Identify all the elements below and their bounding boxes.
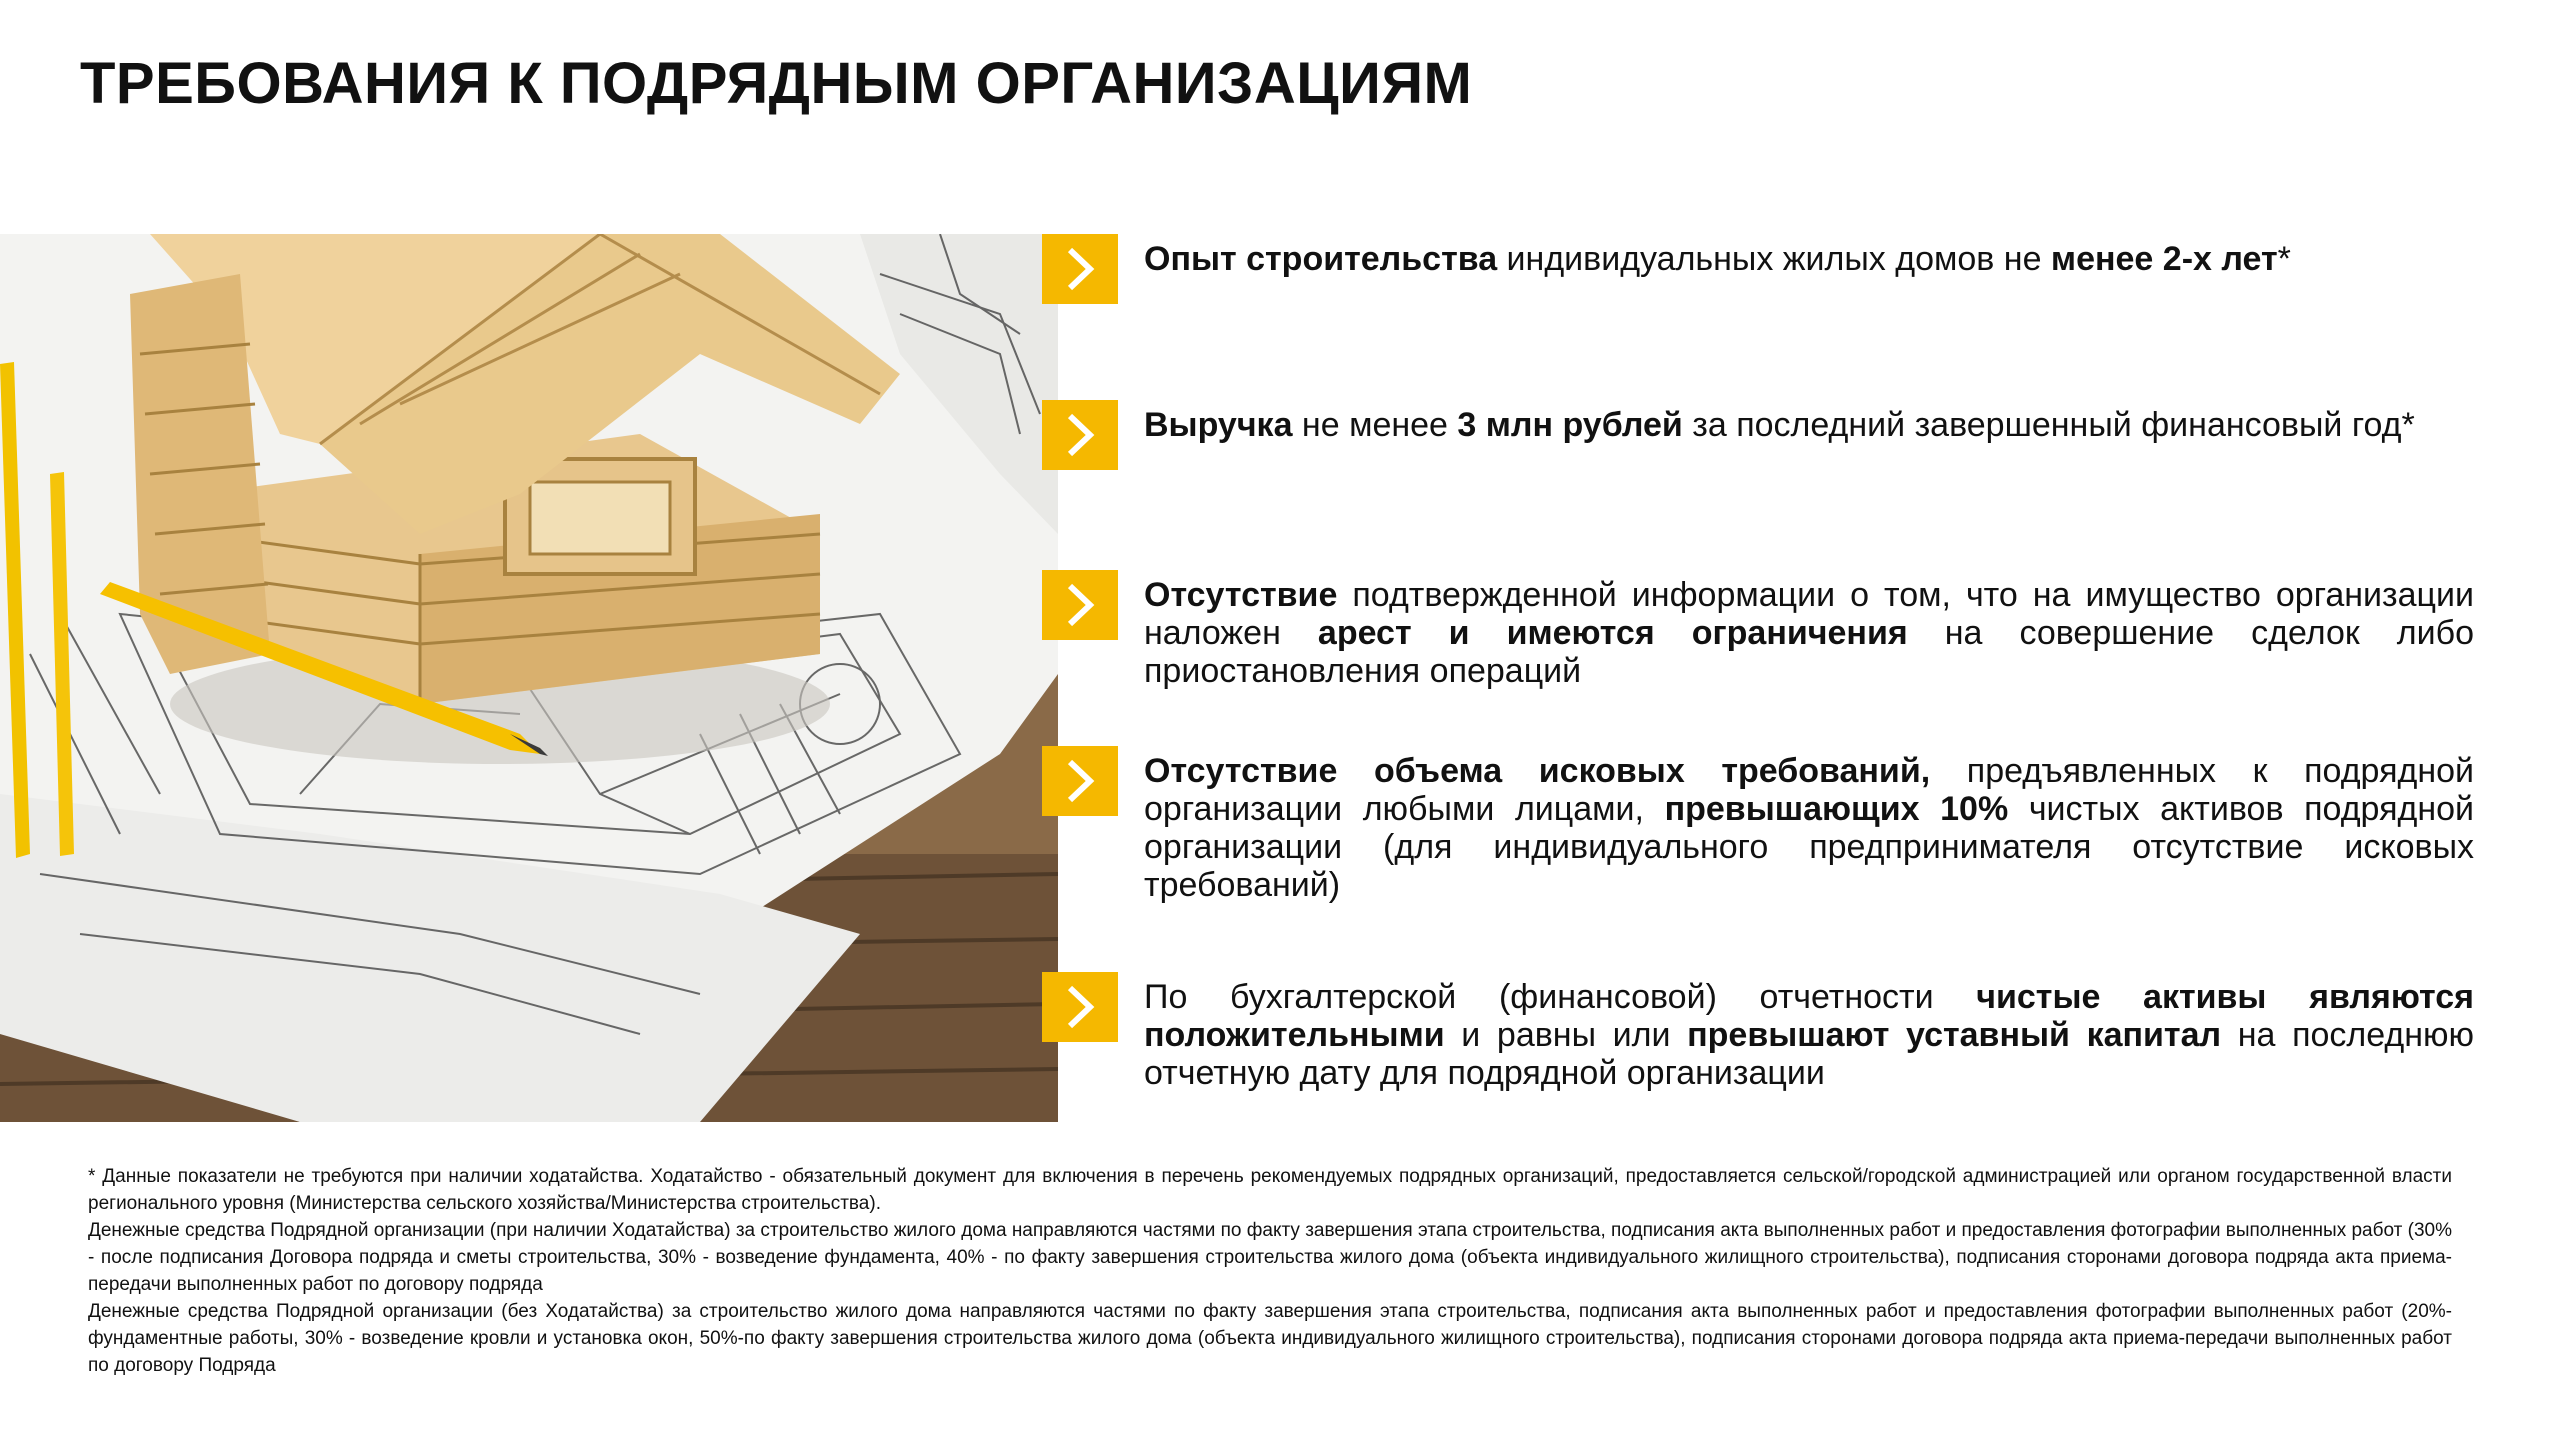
emphasis-text: Отсутствие объема исковых требований,	[1144, 752, 1931, 790]
body-text: *	[2277, 240, 2291, 278]
body-text: По бухгалтерской (финансовой) отчетности	[1144, 978, 1977, 1016]
emphasis-text: менее 2-х лет	[2050, 240, 2278, 278]
requirement-text	[1144, 978, 2474, 1092]
chevron-right-icon	[1042, 570, 1118, 640]
footnote-paragraph: Денежные средства Подрядной организации (при наличии Ходатайства) за строительство жилого дома направляются частями по факту завершения этапа строительства, подписания акта выполненных работ и предоставления фотографии выполненных работ (30% - после подписания Договора подряда и сметы строительства, 30% - возведение фундамента, 40% - по факту завершения строительства жилого дома (объекта индивидуального жилищного строительства), подписания сторонами договора подряда акта приема-передачи выполненных работ по договору подряда	[88, 1220, 2452, 1295]
emphasis-text: Опыт строительства	[1144, 240, 1498, 278]
emphasis-text: превышающих 10%	[1664, 790, 2009, 828]
chevron-right-icon	[1042, 972, 1118, 1042]
page-title: ТРЕБОВАНИЯ К ПОДРЯДНЫМ ОРГАНИЗАЦИЯМ	[80, 51, 1473, 116]
chevron-right-icon	[1042, 234, 1118, 304]
footnote	[88, 1163, 2452, 1379]
chevron-right-icon	[1042, 746, 1118, 816]
body-text: не менее	[1292, 406, 1458, 444]
body-text: на последнюю отчетную дату для подрядной организации	[1144, 1016, 2475, 1092]
footnote-paragraph: Денежные средства Подрядной организации (без Ходатайства) за строительство жилого дома направляются частями по факту завершения этапа строительства, подписания акта выполненных работ и предоставления фотографии выполненных работ (20%-фундаментные работы, 30% - возведение кровли и установка окон, 50%-по факту завершения строительства жилого дома (объекта индивидуального жилищного строительства), подписания сторонами договора подряда акта приема-передачи выполненных работ по договору Подряда	[88, 1301, 2452, 1376]
emphasis-text: 3 млн рублей	[1457, 406, 1683, 444]
emphasis-text: арест и имеются ограничения	[1317, 614, 1908, 652]
body-text: предъявленных к подрядной организации любыми лицами,	[1144, 752, 2475, 828]
footnote-paragraph: * Данные показатели не требуются при наличии ходатайства. Ходатайство - обязательный документ для включения в перечень рекомендуемых подрядных организаций, предоставляется сельской/городской администрацией или органом государственной власти регионального уровня (Министерства сельского хозяйства/Министерства строительства).	[88, 1166, 2452, 1214]
emphasis-text: чистые активы являются положительными	[1144, 978, 2474, 1054]
body-text: индивидуальных жилых домов не	[1497, 240, 2051, 278]
emphasis-text: Выручка	[1144, 406, 1293, 444]
body-text: на совершение сделок либо приостановления операций	[1144, 614, 2475, 690]
requirement-text	[1144, 406, 2474, 444]
emphasis-text: Отсутствие	[1144, 576, 1338, 614]
requirement-text	[1144, 752, 2474, 904]
requirement-text	[1144, 576, 2474, 690]
chevron-right-icon	[1042, 400, 1118, 470]
requirement-text	[1144, 240, 2474, 278]
body-text: чистых активов подрядной организации (для индивидуального предпринимателя отсутствие исковых требований)	[1144, 790, 2475, 904]
house-blueprint-photo	[0, 234, 1058, 1122]
body-text: за последний завершенный финансовый год*	[1682, 406, 2415, 444]
emphasis-text: превышают уставный капитал	[1687, 1016, 2222, 1054]
body-text: подтвержденной информации о том, что на имущество организации наложен	[1144, 576, 2474, 652]
body-text: и равны или	[1444, 1016, 1688, 1054]
